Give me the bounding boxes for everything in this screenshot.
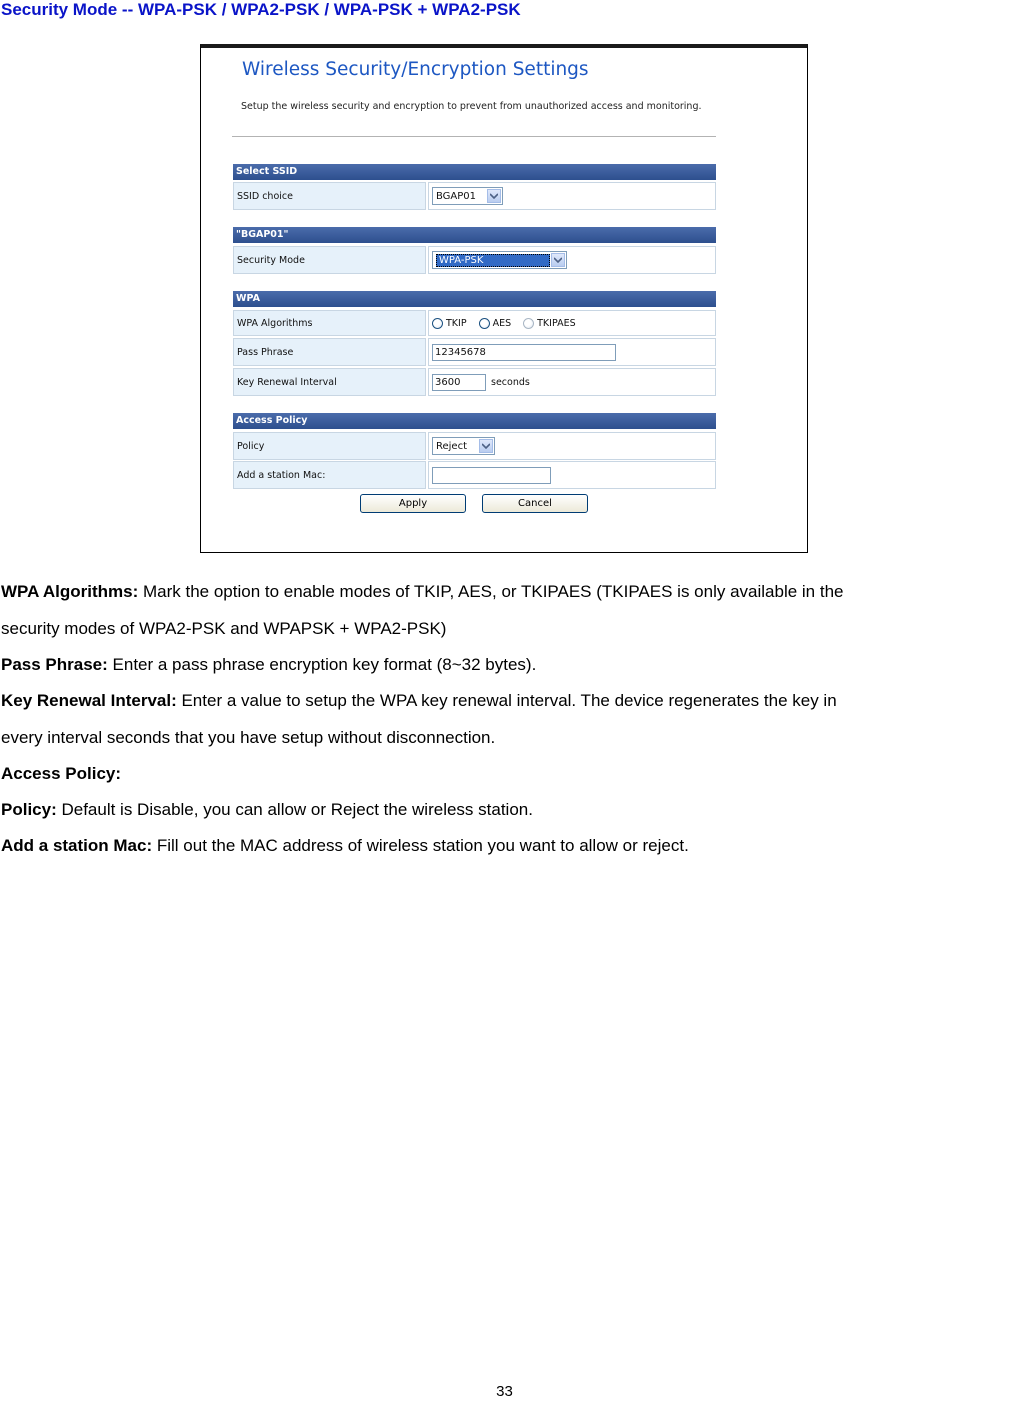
radio-aes-label: AES [492, 317, 512, 329]
paragraph-add-mac [1, 836, 689, 856]
wpa-algorithms-label: WPA Algorithms [233, 310, 426, 336]
term-access-policy: Access Policy: [1, 764, 122, 783]
radio-button[interactable] [479, 318, 490, 329]
pass-phrase-label: Pass Phrase [233, 338, 426, 366]
text-wpa-algorithms: Mark the option to enable modes of TKIP, AES, or TKIPAES (TKIPAES is only available in the [138, 582, 844, 601]
text-key-renewal: Enter a value to setup the WPA key renewal interval. The device regenerates the key in [176, 691, 837, 710]
wpa-algorithms-cell [428, 310, 716, 336]
term-policy: Policy: [1, 800, 57, 819]
text-add-mac: Fill out the MAC address of wireless station you want to allow or reject. [152, 836, 689, 855]
document-heading: Security Mode -- WPA-PSK / WPA2-PSK / WPA-PSK + WPA2-PSK [1, 0, 521, 19]
security-mode-value: WPA-PSK [436, 254, 550, 267]
text-pass-phrase: Enter a pass phrase encryption key format (8~32 bytes). [107, 655, 537, 674]
term-add-mac: Add a station Mac: [1, 836, 153, 855]
radio-button[interactable] [523, 318, 534, 329]
policy-select[interactable] [432, 437, 495, 455]
term-key-renewal: Key Renewal Interval: [1, 691, 177, 710]
row-security-mode [233, 246, 716, 274]
security-mode-select[interactable] [432, 251, 567, 269]
security-mode-cell [428, 246, 716, 274]
row-wpa-algorithms [233, 310, 716, 336]
key-renewal-label: Key Renewal Interval [233, 368, 426, 396]
key-renewal-input[interactable]: 3600 [432, 374, 486, 391]
row-policy [233, 432, 716, 460]
section-header-select-ssid: Select SSID [233, 164, 716, 180]
pass-phrase-cell [428, 338, 716, 366]
radio-tkipaes-label: TKIPAES [537, 317, 576, 329]
key-renewal-unit: seconds [491, 376, 530, 388]
term-wpa-algorithms: WPA Algorithms: [1, 582, 139, 601]
radio-tkip[interactable] [432, 318, 467, 329]
divider [232, 136, 716, 137]
add-mac-input[interactable] [432, 467, 551, 484]
key-renewal-cell [428, 368, 716, 396]
add-mac-cell [428, 461, 716, 489]
chevron-down-icon[interactable] [479, 439, 493, 453]
paragraph-access-policy [1, 764, 121, 784]
security-mode-label: Security Mode [233, 246, 426, 274]
ssid-choice-label: SSID choice [233, 182, 426, 210]
row-pass-phrase [233, 338, 716, 366]
ssid-choice-cell [428, 182, 716, 210]
row-ssid-choice [233, 182, 716, 210]
section-header-wpa: WPA [233, 291, 716, 307]
add-mac-label: Add a station Mac: [233, 461, 426, 489]
page-number: 33 [496, 1383, 513, 1400]
policy-value: Reject [436, 440, 468, 452]
settings-screenshot [200, 44, 808, 553]
pass-phrase-input[interactable]: 12345678 [432, 344, 616, 361]
settings-description: Setup the wireless security and encryption to prevent from unauthorized access and monitoring. [241, 101, 702, 112]
radio-tkip-label: TKIP [446, 317, 467, 329]
policy-cell [428, 432, 716, 460]
chevron-down-icon[interactable] [551, 253, 565, 267]
ssid-choice-select[interactable] [432, 187, 503, 205]
paragraph-key-renewal-cont: every interval seconds that you have setup without disconnection. [1, 728, 496, 747]
row-key-renewal [233, 368, 716, 396]
paragraph-pass-phrase [1, 655, 536, 675]
radio-button[interactable] [432, 318, 443, 329]
text-policy: Default is Disable, you can allow or Reject the wireless station. [56, 800, 533, 819]
settings-title: Wireless Security/Encryption Settings [242, 59, 589, 80]
paragraph-key-renewal [1, 691, 837, 711]
section-header-access-policy: Access Policy [233, 413, 716, 429]
row-add-mac [233, 461, 716, 489]
radio-aes[interactable] [479, 318, 512, 329]
term-pass-phrase: Pass Phrase: [1, 655, 108, 674]
paragraph-wpa-algorithms-cont: security modes of WPA2-PSK and WPAPSK + WPA2-PSK) [1, 619, 447, 638]
radio-tkipaes[interactable] [523, 318, 576, 329]
paragraph-wpa-algorithms [1, 582, 844, 602]
cancel-button[interactable]: Cancel [482, 494, 588, 513]
chevron-down-icon[interactable] [487, 189, 501, 203]
ssid-choice-value: BGAP01 [436, 190, 477, 202]
paragraph-policy [1, 800, 533, 820]
apply-button[interactable]: Apply [360, 494, 466, 513]
section-header-ssid: "BGAP01" [233, 227, 716, 243]
policy-label: Policy [233, 432, 426, 460]
